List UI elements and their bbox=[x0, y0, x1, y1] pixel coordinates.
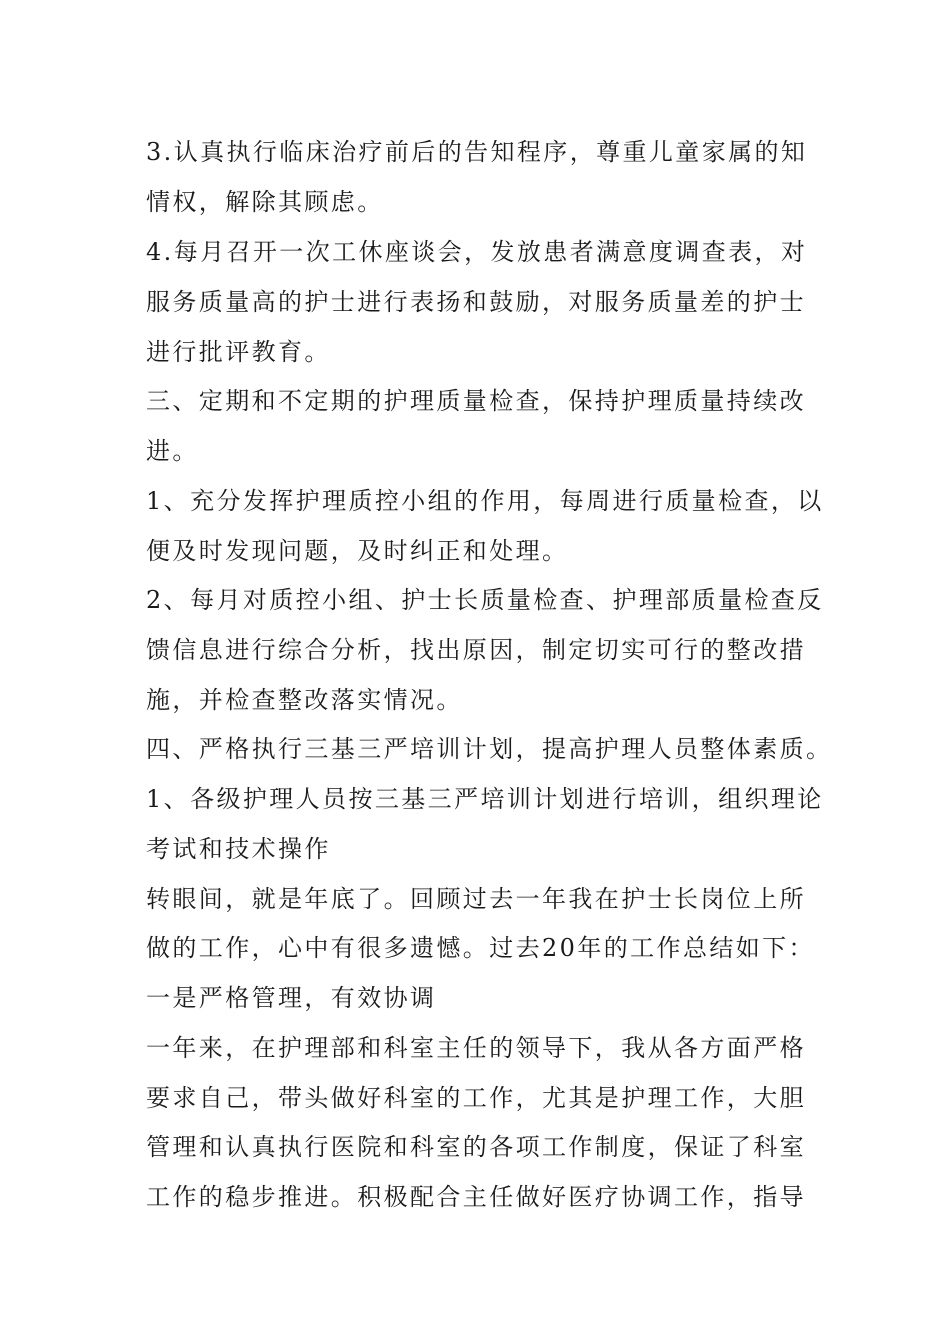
text-line: 工作的稳步推进。积极配合主任做好医疗协调工作，指导 bbox=[146, 1183, 806, 1211]
text-line: 施，并检查整改落实情况。 bbox=[146, 686, 463, 714]
text-line: 进行批评教育。 bbox=[146, 338, 331, 366]
text-line: 一年来，在护理部和科室主任的领导下，我从各方面严格 bbox=[146, 1034, 806, 1062]
text-line: 1、各级护理人员按三基三严培训计划进行培训，组织理论 bbox=[146, 785, 824, 813]
subheading: 一是严格管理，有效协调 bbox=[146, 984, 437, 1012]
text-line: 1、充分发挥护理质控小组的作用，每周进行质量检查，以 bbox=[146, 487, 824, 515]
text-line: 服务质量高的护士进行表扬和鼓励，对服务质量差的护士 bbox=[146, 288, 806, 316]
text-line: 馈信息进行综合分析，找出原因，制定切实可行的整改措 bbox=[146, 636, 806, 664]
text-line: 2、每月对质控小组、护士长质量检查、护理部质量检查反 bbox=[146, 586, 824, 614]
text-line: 要求自己，带头做好科室的工作，尤其是护理工作，大胆 bbox=[146, 1084, 806, 1112]
text-line: 转眼间，就是年底了。回顾过去一年我在护士长岗位上所 bbox=[146, 885, 806, 913]
text-line: 考试和技术操作 bbox=[146, 835, 331, 863]
text-line: 管理和认真执行医院和科室的各项工作制度，保证了科室 bbox=[146, 1133, 806, 1161]
text-line: 进。 bbox=[146, 437, 199, 465]
text-line: 3.认真执行临床治疗前后的告知程序，尊重儿童家属的知 bbox=[146, 138, 808, 166]
text-line: 4.每月召开一次工休座谈会，发放患者满意度调查表，对 bbox=[146, 238, 808, 266]
text-line: 便及时发现问题，及时纠正和处理。 bbox=[146, 537, 569, 565]
text-line: 做的工作，心中有很多遗憾。过去20年的工作总结如下： bbox=[146, 934, 815, 962]
section-heading: 四、严格执行三基三严培训计划，提高护理人员整体素质。 bbox=[146, 735, 833, 763]
section-heading: 三、定期和不定期的护理质量检查，保持护理质量持续改 bbox=[146, 387, 806, 415]
text-line: 情权，解除其顾虑。 bbox=[146, 188, 384, 216]
